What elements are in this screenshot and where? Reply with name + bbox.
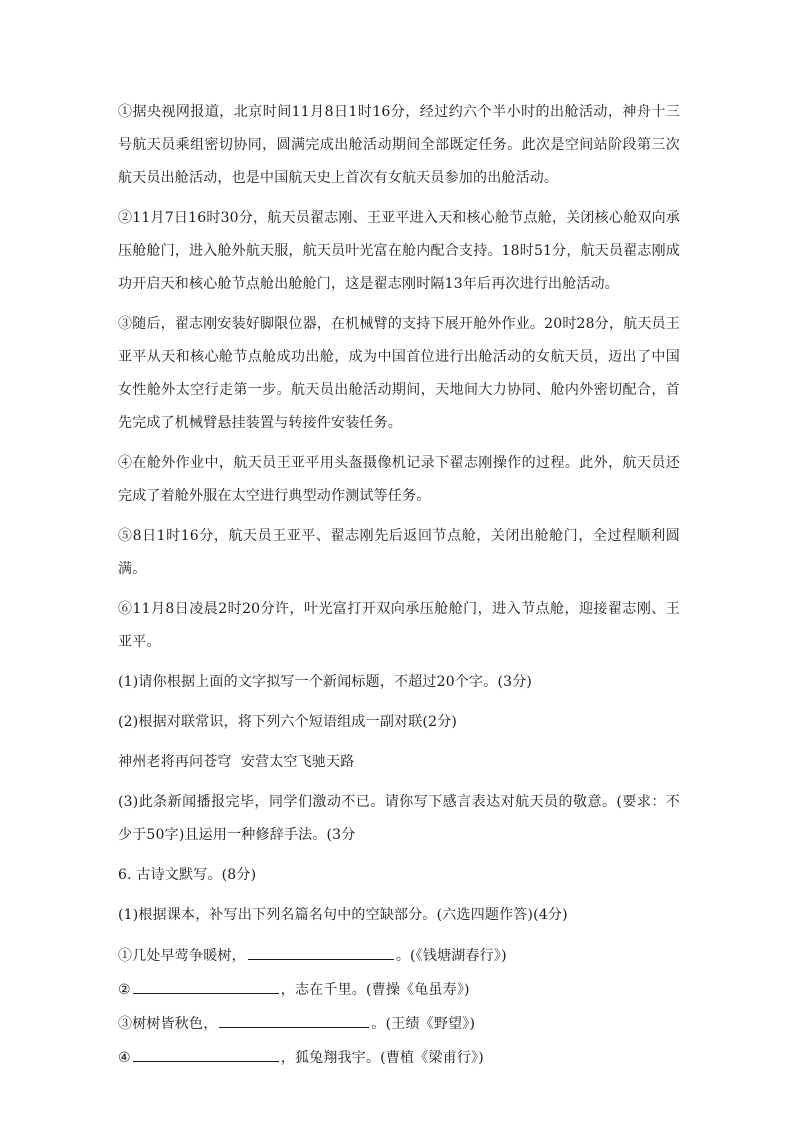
fill-blank-suffix: ，狐兔翔我宇。(曹植《梁甫行》) [280,1050,484,1066]
question-3: (3)此条新闻播报完毕，同学们激动不已。请你写下感言表达对航天员的敬意。(要求：不少于50字)且运用一种修辞手法。(3分 [118,794,680,843]
answer-blank-2[interactable] [133,977,279,994]
fill-blank-prefix: ③树树皆秋色， [118,1016,218,1032]
answer-blank-4[interactable] [133,1045,279,1062]
fill-blank-suffix: 。(《钱塘湖春行》) [395,948,507,964]
fill-blank-suffix: 。(王绩《野望》) [371,1016,476,1032]
fill-blank-item-4 [118,1041,680,1075]
fill-blank-item-1 [118,939,680,973]
couplet-phrases: 神州老将再问苍穹 安营太空飞驰天路 [118,754,355,770]
passage-paragraph-5: ⑤8日1时16分，航天员王亚平、翟志刚先后返回节点舱，关闭出舱舱门，全过程顺利圆满。 [118,528,680,577]
passage-paragraph-4: ④在舱外作业中，航天员王亚平用头盔摄像机记录下翟志刚操作的过程。此外，航天员还完成了着舱外服在太空进行典型动作测试等任务。 [118,455,680,504]
fill-blank-item-3 [118,1007,680,1041]
question-1: (1)请你根据上面的文字拟写一个新闻标题，不超过20个字。(3分) [118,674,533,690]
fill-blank-prefix: ④ [118,1050,131,1066]
passage-paragraph-2: ②11月7日16时30分，航天员翟志刚、王亚平进入天和核心舱节点舱，关闭核心舱双向承压舱舱门，进入舱外航天服，航天员叶光富在舱内配合支持。18时51分，航天员翟志刚成功开启天和核心舱节点舱出舱舱门，这是翟志刚时隔13年后再次进行出舱活动。 [118,210,680,292]
fill-blank-suffix: ，志在千里。(曹操《龟虽寿》) [280,982,470,998]
document-content [118,96,680,1075]
answer-blank-3[interactable] [219,1011,369,1028]
fill-blank-prefix: ①几处早莺争暖树， [118,948,246,964]
fill-blank-prefix: ② [118,982,131,998]
fill-blank-item-2 [118,973,680,1007]
passage-paragraph-1: ①据央视网报道，北京时间11月8日1时16分，经过约六个半小时的出舱活动，神舟十三号航天员乘组密切协同，圆满完成出舱活动期间全部既定任务。此次是空间站阶段第三次航天员出舱活动，也是中国航天史上首次有女航天员参加的出舱活动。 [118,104,680,186]
section-6-instruction: (1)根据课本，补写出下列名篇名句中的空缺部分。(六选四题作答)(4分) [118,907,568,923]
question-2: (2)根据对联常识，将下列六个短语组成一副对联(2分) [118,714,458,730]
answer-blank-1[interactable] [248,943,394,960]
passage-paragraph-3: ③随后，翟志刚安装好脚限位器，在机械臂的支持下展开舱外作业。20时28分，航天员王亚平从天和核心舱节点舱成功出舱，成为中国首位进行出舱活动的女航天员，迈出了中国女性舱外太空行走第一步。航天员出舱活动期间，天地间大力协同、舱内外密切配合，首先完成了机械臂悬挂装置与转接件安装任务。 [118,316,680,431]
section-6-title: 6. 古诗文默写。(8分) [118,867,257,883]
passage-paragraph-6: ⑥11月8日凌晨2时20分许，叶光富打开双向承压舱舱门，进入节点舱，迎接翟志刚、王亚平。 [118,601,680,650]
